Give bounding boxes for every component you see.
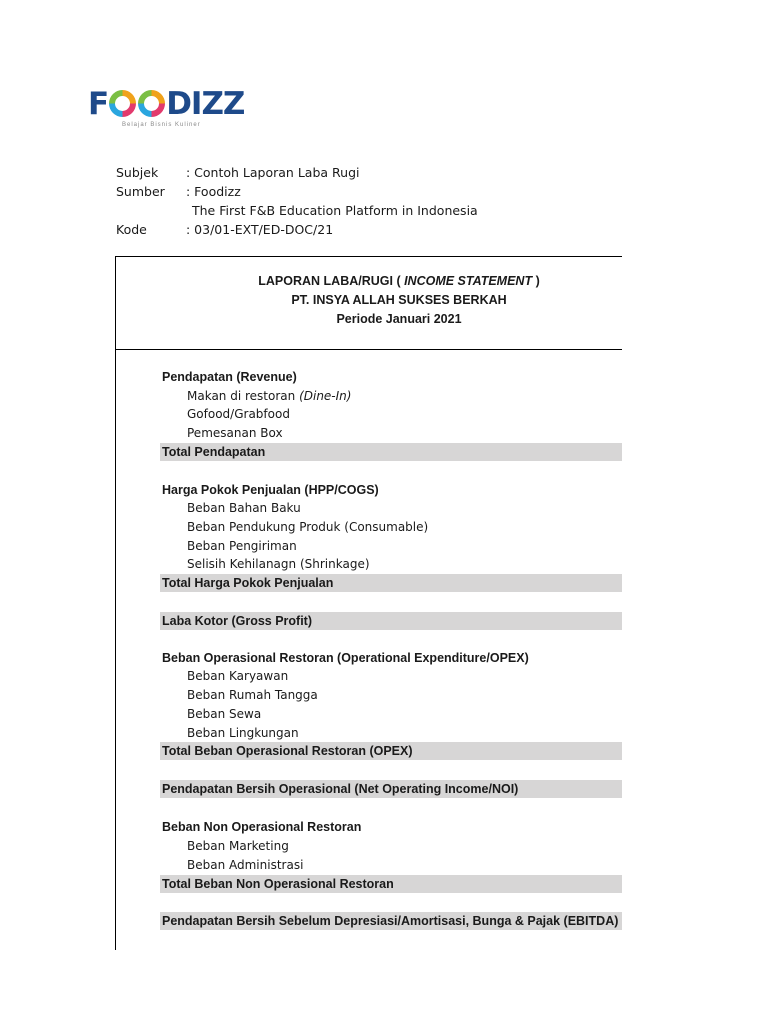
table-top-border [115,256,622,257]
logo-letter-f: F [88,86,109,122]
logo-ring-icon [109,90,136,117]
statement-title-italic: INCOME STATEMENT [404,274,533,288]
company-name: PT. INSYA ALLAH SUKSES BERKAH [291,293,507,307]
meta-source-label: Sumber [116,184,165,199]
statement-title-open: ( [392,274,405,288]
noi-row: Pendapatan Bersih Operasional (Net Operating Income/NOI) [160,780,622,798]
opex-heading: Beban Operasional Restoran (Operational Expenditure/OPEX) [162,651,529,665]
meta-source-value: : Foodizz [186,184,241,199]
logo-tagline: Belajar Bisnis Kuliner [122,122,201,128]
cogs-item: Beban Pendukung Produk (Consumable) [187,520,429,534]
meta-subject-label: Subjek [116,165,159,180]
revenue-item-suffix: (Dine-In) [299,389,352,403]
revenue-item-label: Makan di restoran [187,389,296,403]
non-op-item: Beban Marketing [187,839,289,853]
meta-subject-value: : Contoh Laporan Laba Rugi [186,165,360,180]
statement-title [116,272,682,291]
revenue-heading: Pendapatan (Revenue) [162,370,297,384]
meta-source-desc: The First F&B Education Platform in Indonesia [192,203,478,218]
meta-code-value: : 03/01-EXT/ED-DOC/21 [186,222,334,237]
statement-period: Periode Januari 2021 [336,312,462,326]
total-non-op-row: Total Beban Non Operasional Restoran [160,875,622,893]
revenue-item: Pemesanan Box [187,426,283,440]
total-opex-row: Total Beban Operasional Restoran (OPEX) [160,742,622,760]
revenue-item [187,387,351,405]
statement-title-close: ) [532,274,540,288]
cogs-heading: Harga Pokok Penjualan (HPP/COGS) [162,483,379,497]
table-left-border [115,256,116,950]
non-op-item: Beban Administrasi [187,858,304,872]
cogs-item: Beban Pengiriman [187,539,297,553]
logo-wordmark [88,86,244,122]
logo-ring-icon [138,90,165,117]
ebitda-row: Pendapatan Bersih Sebelum Depresiasi/Amortisasi, Bunga & Pajak (EBITDA) [160,912,622,930]
logo-letters-rest: DIZZ [166,86,245,122]
cogs-item: Beban Bahan Baku [187,501,301,515]
meta-code-label: Kode [116,222,147,237]
opex-item: Beban Sewa [187,707,262,721]
cogs-item: Selisih Kehilanagn (Shrinkage) [187,557,370,571]
non-op-heading: Beban Non Operasional Restoran [162,820,362,834]
total-revenue-row: Total Pendapatan [160,443,622,461]
total-cogs-row: Total Harga Pokok Penjualan [160,574,622,592]
revenue-item: Gofood/Grabfood [187,407,290,421]
opex-item: Beban Lingkungan [187,726,299,740]
opex-item: Beban Karyawan [187,669,289,683]
header-separator [115,349,622,350]
opex-item: Beban Rumah Tangga [187,688,318,702]
statement-header [116,272,682,329]
gross-profit-row: Laba Kotor (Gross Profit) [160,612,622,630]
statement-title-prefix: LAPORAN LABA/RUGI [258,274,393,288]
